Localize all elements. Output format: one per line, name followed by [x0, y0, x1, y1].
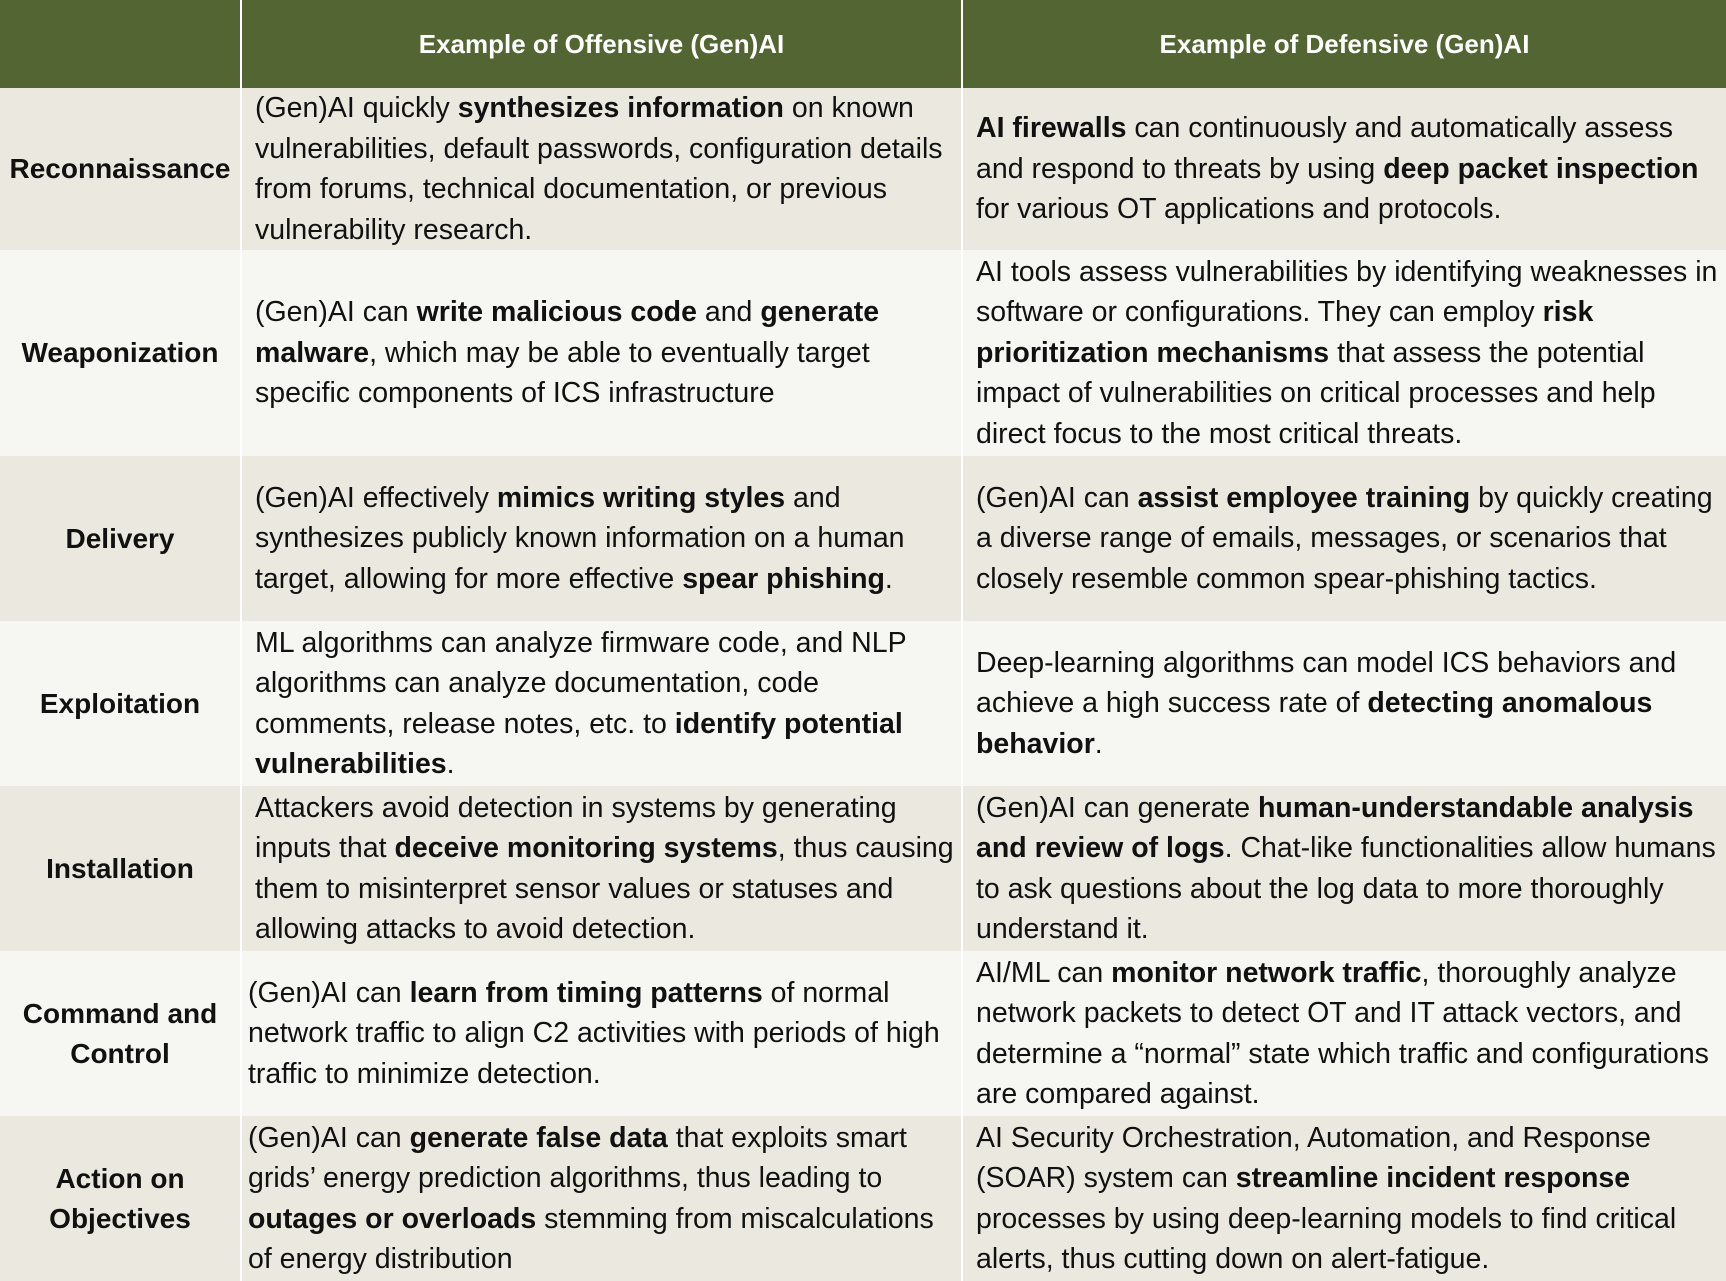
body-text: (Gen)AI can generate [976, 791, 1258, 824]
body-text: AI tools assess vulnerabilities by identifying weaknesses in software or configurations. They can employ [976, 255, 1718, 329]
emphasis-text: human-understandable analysis and review of logs [976, 791, 1694, 864]
header-stage [0, 0, 241, 88]
emphasis-text: AI firewalls [976, 112, 1127, 145]
defensive-cell [962, 250, 1726, 456]
body-text: and synthesizes publicly known information on a human target, allowing for more effective [255, 481, 905, 595]
table-header [0, 0, 1726, 88]
defensive-cell [962, 786, 1726, 951]
emphasis-text: synthesizes information [457, 92, 784, 124]
header-defensive: Example of Defensive (Gen)AI [962, 0, 1726, 88]
body-text: , which may be able to eventually target specific components of ICS infrastructure [255, 336, 870, 410]
emphasis-text: generate false data [409, 1121, 668, 1154]
table-row [0, 456, 1726, 621]
body-text: (Gen)AI can [248, 1121, 410, 1154]
body-text: (Gen)AI quickly [255, 92, 458, 124]
offensive-cell [241, 456, 962, 621]
offensive-cell [241, 1116, 962, 1281]
stage-cell: Command and Control [0, 951, 241, 1116]
body-text: . [446, 748, 455, 780]
body-text: that exploits smart grids’ energy prediction algorithms, thus leading to [248, 1121, 907, 1194]
emphasis-text: outages or overloads [248, 1202, 537, 1235]
body-text: for various OT applications and protocols. [976, 193, 1502, 226]
stage-cell: Weaponization [0, 250, 241, 456]
body-text: that assess the potential impact of vulnerabilities on critical processes and help direct focus to the most critical threats. [976, 336, 1656, 450]
emphasis-text: mimics writing styles [496, 481, 786, 514]
body-text: stemming from miscalculations of energy distribution [248, 1202, 934, 1275]
body-text: by quickly creating a diverse range of emails, messages, or scenarios that closely resemble common spear-phishing tactics. [976, 481, 1713, 595]
table-row [0, 786, 1726, 951]
emphasis-text: identify potential vulnerabilities [255, 707, 903, 780]
body-text: . [884, 562, 893, 595]
stage-cell: Delivery [0, 456, 241, 621]
stage-cell: Installation [0, 786, 241, 951]
defensive-cell [962, 88, 1726, 250]
emphasis-text: assist employee training [1137, 481, 1471, 514]
body-text: , thoroughly analyze network packets to detect OT and IT attack vectors, and determine a “normal” state which traffic and configurations are compared against. [976, 956, 1709, 1110]
defensive-cell [962, 951, 1726, 1116]
body-text: on known vulnerabilities, default passwords, configuration details from forums, technical documentation, or previous vulnerability research. [255, 92, 943, 246]
body-text: (Gen)AI can [976, 481, 1138, 514]
header-row [0, 0, 1726, 88]
table-row [0, 951, 1726, 1116]
offensive-cell [241, 951, 962, 1116]
body-text: (Gen)AI can [248, 976, 410, 1009]
defensive-cell [962, 621, 1726, 786]
emphasis-text: write malicious code [416, 296, 697, 329]
header-offensive: Example of Offensive (Gen)AI [241, 0, 962, 88]
offensive-cell [241, 786, 962, 951]
defensive-cell [962, 1116, 1726, 1281]
body-text: processes by using deep-learning models to find critical alerts, thus cutting down on alert-fatigue. [976, 1202, 1677, 1275]
offensive-cell [241, 250, 962, 456]
body-text: . [1094, 727, 1103, 760]
table-row [0, 621, 1726, 786]
body-text: of normal network traffic to align C2 activities with periods of high traffic to minimize detection. [248, 976, 940, 1090]
emphasis-text: generate malware [255, 296, 880, 369]
body-text: Deep-learning algorithms can model ICS behaviors and achieve a high success rate of [976, 646, 1677, 720]
stage-cell: Reconnaissance [0, 88, 241, 250]
table-row [0, 1116, 1726, 1281]
body-text: Attackers avoid detection in systems by generating inputs that [255, 791, 897, 864]
emphasis-text: deep packet inspection [1383, 152, 1699, 185]
emphasis-text: detecting anomalous behavior [976, 687, 1653, 760]
emphasis-text: learn from timing patterns [409, 976, 763, 1009]
body-text: . Chat-like functionalities allow humans to ask questions about the log data to more thoroughly understand it. [976, 832, 1716, 945]
body-text: AI/ML can [976, 956, 1112, 989]
table-row [0, 88, 1726, 250]
defensive-cell [962, 456, 1726, 621]
body-text: AI Security Orchestration, Automation, and Response (SOAR) system can [976, 1121, 1651, 1194]
emphasis-text: spear phishing [682, 562, 885, 595]
emphasis-text: risk prioritization mechanisms [976, 296, 1594, 369]
body-text: (Gen)AI can [255, 296, 417, 329]
body-text: can continuously and automatically assess and respond to threats by using [976, 112, 1674, 185]
emphasis-text: streamline incident response [1235, 1162, 1631, 1194]
emphasis-text: monitor network traffic [1111, 956, 1422, 989]
body-text: , thus causing them to misinterpret sensor values or statuses and allowing attacks to avoid detection. [255, 832, 954, 945]
body-text: and [696, 296, 761, 329]
body-text: (Gen)AI effectively [255, 481, 497, 514]
emphasis-text: deceive monitoring systems [394, 832, 778, 864]
stage-cell: Action on Objectives [0, 1116, 241, 1281]
table-row [0, 250, 1726, 456]
table-body [0, 88, 1726, 1281]
body-text: ML algorithms can analyze firmware code, and NLP algorithms can analyze documentation, code comments, release notes, etc. to [255, 626, 907, 740]
offensive-cell [241, 621, 962, 786]
stage-cell: Exploitation [0, 621, 241, 786]
offensive-cell [241, 88, 962, 250]
